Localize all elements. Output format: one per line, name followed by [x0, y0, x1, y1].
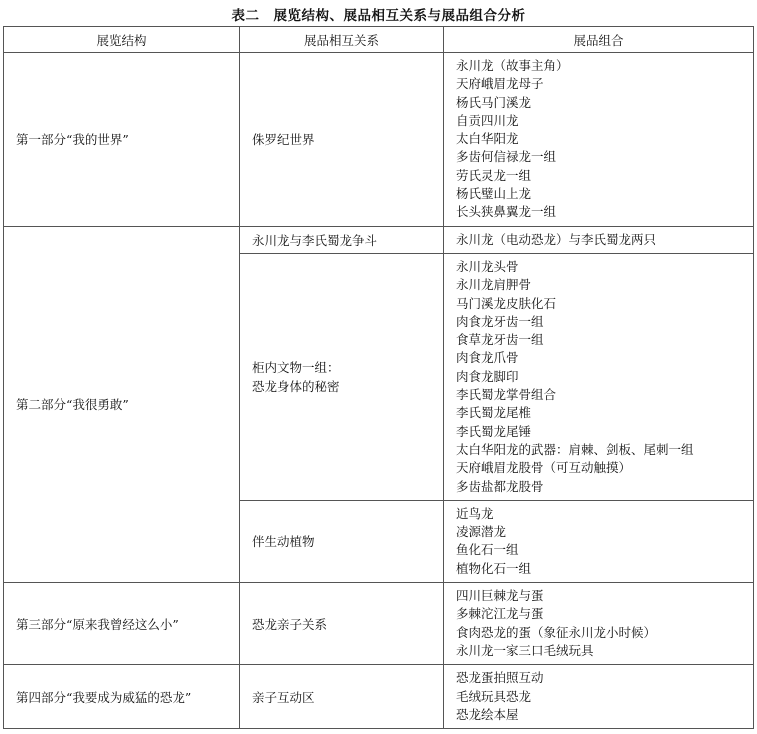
- list-item: 太白华阳龙: [456, 131, 519, 147]
- list-item: 食肉恐龙的蛋（象征永川龙小时候）: [456, 624, 657, 640]
- table-row: [4, 583, 754, 665]
- table-row: [4, 665, 754, 729]
- relation-line: 柜内文物一组：: [252, 359, 340, 375]
- list-item: 马门溪龙皮肤化石: [456, 295, 557, 311]
- table-row: [4, 53, 754, 227]
- list-item: 凌源潜龙: [456, 524, 507, 540]
- list-item: 天府峨眉龙母子: [456, 76, 544, 92]
- header-relations: 展品相互关系: [240, 27, 444, 53]
- list-item: 李氏蜀龙掌骨组合: [456, 387, 557, 403]
- header-combinations: 展品组合: [444, 27, 754, 53]
- list-item: 永川龙肩胛骨: [456, 277, 532, 293]
- list-item: 天府峨眉龙股骨（可互动触摸）: [456, 460, 632, 476]
- items-cell: [444, 500, 754, 582]
- list-item: 肉食龙牙齿一组: [456, 313, 544, 329]
- list-item: 食草龙牙齿一组: [456, 332, 544, 348]
- list-item: 永川龙（电动恐龙）与李氏蜀龙两只: [456, 231, 657, 247]
- list-item: 恐龙蛋拍照互动: [456, 670, 544, 686]
- table-caption: 表二 展览结构、展品相互关系与展品组合分析: [231, 8, 526, 24]
- structure-cell: 第三部分“原来我曾经这么小”: [4, 583, 240, 665]
- items-cell: [444, 53, 754, 227]
- list-item: 多齿何信禄龙一组: [456, 149, 557, 165]
- list-item: 多齿盐都龙股骨: [456, 478, 544, 494]
- list-item: 长头狭鼻翼龙一组: [456, 204, 557, 220]
- items-cell: [444, 583, 754, 665]
- list-item: 劳氏灵龙一组: [456, 167, 532, 183]
- items-cell: [444, 665, 754, 729]
- list-item: 杨氏璧山上龙: [456, 186, 532, 202]
- list-item: 恐龙绘本屋: [456, 706, 519, 722]
- list-item: 近鸟龙: [456, 505, 494, 521]
- structure-cell: 第四部分“我要成为威猛的恐龙”: [4, 665, 240, 729]
- list-item: 永川龙（故事主角）: [456, 58, 569, 73]
- exhibition-table: [3, 26, 754, 729]
- header-structure: 展览结构: [4, 27, 240, 53]
- relation-cell: 永川龙与李氏蜀龙争斗: [240, 226, 444, 253]
- list-item: 植物化石一组: [456, 560, 532, 576]
- table-row: [4, 226, 754, 253]
- list-item: 李氏蜀龙尾锤: [456, 423, 532, 439]
- list-item: 太白华阳龙的武器：肩棘、剑板、尾刺一组: [456, 441, 694, 457]
- relation-cell: 伴生动植物: [240, 500, 444, 582]
- list-item: 永川龙一家三口毛绒玩具: [456, 642, 594, 658]
- header-row: [4, 27, 754, 53]
- list-item: 肉食龙爪骨: [456, 350, 519, 366]
- structure-cell: 第二部分“我很勇敢”: [4, 226, 240, 582]
- list-item: 李氏蜀龙尾椎: [456, 405, 532, 421]
- list-item: 肉食龙脚印: [456, 368, 519, 384]
- items-cell: [444, 226, 754, 253]
- list-item: 杨氏马门溪龙: [456, 94, 532, 110]
- list-item: 四川巨棘龙与蛋: [456, 588, 544, 604]
- items-cell: [444, 253, 754, 500]
- relation-cell: 侏罗纪世界: [240, 53, 444, 227]
- structure-cell: 第一部分“我的世界”: [4, 53, 240, 227]
- list-item: 多棘沱江龙与蛋: [456, 606, 544, 622]
- relation-cell: [240, 253, 444, 500]
- list-item: 永川龙头骨: [456, 258, 519, 274]
- list-item: 自贡四川龙: [456, 112, 519, 128]
- relation-line: 恐龙身体的秘密: [252, 378, 340, 394]
- relation-cell: 恐龙亲子关系: [240, 583, 444, 665]
- list-item: 毛绒玩具恐龙: [456, 688, 532, 704]
- relation-cell: 亲子互动区: [240, 665, 444, 729]
- list-item: 鱼化石一组: [456, 542, 519, 558]
